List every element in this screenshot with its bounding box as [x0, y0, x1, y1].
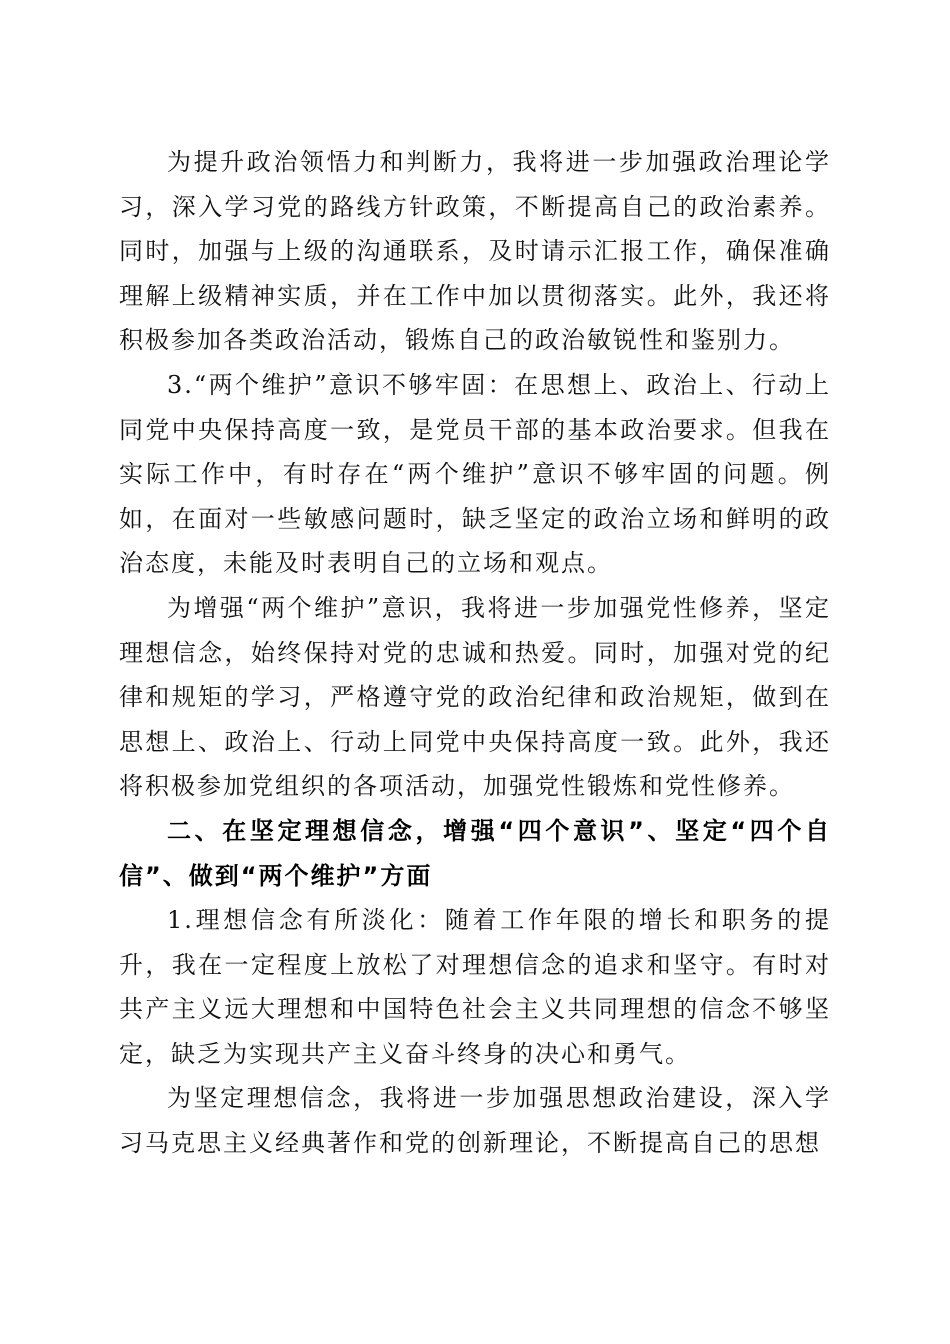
paragraph-ideals-measures: 为坚定理想信念，我将进一步加强思想政治建设，深入学习马克思主义经典著作和党的创新理论，不断提高自己的思想	[119, 1084, 831, 1158]
paragraph-ideals-weakened-issue: 1.理想信念有所淡化：随着工作年限的增长和职务的提升，我在一定程度上放松了对理想信念的追求和坚守。有时对共产主义远大理想和中国特色社会主义共同理想的信念不够坚定，缺乏为实现共产主义奋斗终身的决心和勇气。	[119, 906, 831, 1068]
document-body	[119, 140, 831, 1166]
paragraph-two-safeguards-measures: 为增强“两个维护”意识，我将进一步加强党性修养，坚定理想信念，始终保持对党的忠诚和热爱。同时，加强对党的纪律和规矩的学习，严格遵守党的政治纪律和政治规矩，做到在思想上、政治上、行动上同党中央保持高度一致。此外，我还将积极参加党组织的各项活动，加强党性锻炼和党性修养。	[119, 593, 831, 801]
paragraph-political-insight-measures: 为提升政治领悟力和判断力，我将进一步加强政治理论学习，深入学习党的路线方针政策，不断提高自己的政治素养。同时，加强与上级的沟通联系，及时请示汇报工作，确保准确理解上级精神实质，并在工作中加以贯彻落实。此外，我还将积极参加各类政治活动，锻炼自己的政治敏锐性和鉴别力。	[119, 148, 831, 355]
paragraph-two-safeguards-issue: 3.“两个维护”意识不够牢固：在思想上、政治上、行动上同党中央保持高度一致，是党员干部的基本政治要求。但我在实际工作中，有时存在“两个维护”意识不够牢固的问题。例如，在面对一些敏感问题时，缺乏坚定的政治立场和鲜明的政治态度，未能及时表明自己的立场和观点。	[119, 370, 831, 578]
section-heading-ideals-and-beliefs: 二、在坚定理想信念，增强“四个意识”、坚定“四个自信”、做到“两个维护”方面	[119, 816, 831, 890]
